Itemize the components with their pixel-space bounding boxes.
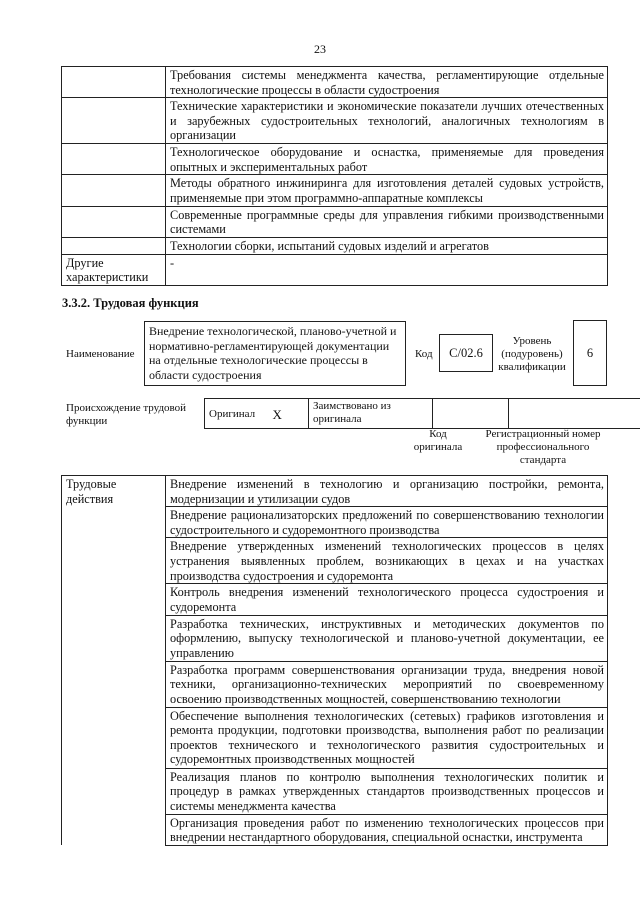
row-label-cell: [62, 98, 166, 144]
action-cell: Внедрение рационализаторских предложений по совершенствованию технологии судостроительного и судоремонтного производства: [166, 507, 608, 538]
reg-number-label: Регистрационный номер профессионального стандарта: [485, 428, 601, 466]
row-label-cell: [62, 237, 166, 254]
table-row: [62, 67, 608, 98]
code-original-label: Код оригинала: [413, 428, 463, 453]
action-cell: Разработка технических, инструктивных и методических документов по оформлению, выпуску технологической и планово-учетной документации, ее управлению: [166, 615, 608, 661]
row-label-cell: [62, 175, 166, 206]
reg-number-cell: [509, 399, 640, 429]
row-label-cell: [62, 144, 166, 175]
original-label-cell: [205, 399, 269, 429]
table-row: [205, 399, 640, 429]
action-cell: Разработка программ совершенствования организации труда, внедрения новой техники, организационно-технических мероприятий по своевременному освоению производственных мощностей, совершенствованию технологии: [166, 661, 608, 707]
row-label-cell: [62, 206, 166, 237]
table-row: [62, 144, 608, 175]
actions-label-cell: [62, 476, 166, 846]
table-row: [62, 206, 608, 237]
table-row: [62, 254, 608, 285]
row-text-cell: -: [166, 254, 608, 285]
row-text-cell: Технические характеристики и экономические показатели лучших отечественных и зарубежных судостроительных технологий, аналогичных технологиям в организации: [166, 98, 608, 144]
table-row: [62, 175, 608, 206]
original-mark: X: [272, 406, 282, 422]
function-name-value: Внедрение технологической, планово-учетной и нормативно-регламентирующей документации на отдельные технологические процессы в области судостроения: [149, 324, 397, 382]
name-label: Наименование: [66, 348, 135, 360]
action-cell: Обеспечение выполнения технологических (сетевых) графиков изготовления и ремонта продукции, подготовки производства, выполнения работ по реализации проектов технического и технологического развития судостроительных и судоремонтных производственных мощностей: [166, 707, 608, 768]
row-text-cell: Методы обратного инжиниринга для изготовления деталей судовых устройств, применяемые при этом программно-аппаратные комплексы: [166, 175, 608, 206]
row-text-cell: Требования системы менеджмента качества, регламентирующие отдельные технологические процессы в области судостроения: [166, 67, 608, 98]
table-row: [62, 476, 608, 507]
function-name-box: [144, 321, 406, 386]
row-text-cell: Технологическое оборудование и оснастка, применяемые для проведения опытных и экспериментальных работ: [166, 144, 608, 175]
page-number: 23: [314, 42, 326, 56]
origin-table: [204, 398, 640, 429]
action-cell: Внедрение утвержденных изменений технологических процессов в целях устранения выявленных проблем, возникающих в цехах и на участках производства судостроения и судоремонта: [166, 538, 608, 584]
level-value: 6: [586, 346, 594, 360]
borrowed-label: Заимствовано из оригинала: [313, 400, 391, 425]
code-value: C/02.6: [449, 346, 483, 360]
row-label-cell: Другие характеристики: [62, 254, 166, 285]
code-original-cell: [433, 399, 509, 429]
level-box: [573, 320, 607, 386]
action-cell: Контроль внедрения изменений технологического процесса судостроения и судоремонта: [166, 584, 608, 615]
actions-table: [61, 475, 608, 846]
code-label: Код: [415, 348, 433, 360]
action-cell: Реализация планов по контролю выполнения технологических политик и процедур в рамках утвержденных стандартов производственных процессов и системы менеджмента качества: [166, 768, 608, 814]
row-text-cell: Современные программные среды для управления гибкими производственными системами: [166, 206, 608, 237]
original-mark-cell: [269, 399, 309, 429]
action-cell: Организация проведения работ по изменению технологических процессов при внедрении нестандартного оборудования, специальной оснастки, инструмента: [166, 814, 608, 845]
knowledge-table: [61, 66, 608, 286]
section-title: 3.3.2. Трудовая функция: [62, 296, 199, 310]
level-label: Уровень (подуровень) квалификации: [498, 335, 566, 373]
borrowed-label-cell: [309, 399, 433, 429]
actions-label: Трудовые действия: [66, 477, 117, 506]
row-text-cell: Технологии сборки, испытаний судовых изделий и агрегатов: [166, 237, 608, 254]
origin-label: Происхождение трудовой функции: [66, 402, 187, 427]
table-row: [62, 98, 608, 144]
table-row: [62, 237, 608, 254]
code-box: [439, 334, 493, 372]
action-cell: Внедрение изменений в технологию и организацию постройки, ремонта, модернизации и утилизации судов: [166, 476, 608, 507]
row-label-cell: [62, 67, 166, 98]
original-label: Оригинал: [209, 407, 256, 420]
